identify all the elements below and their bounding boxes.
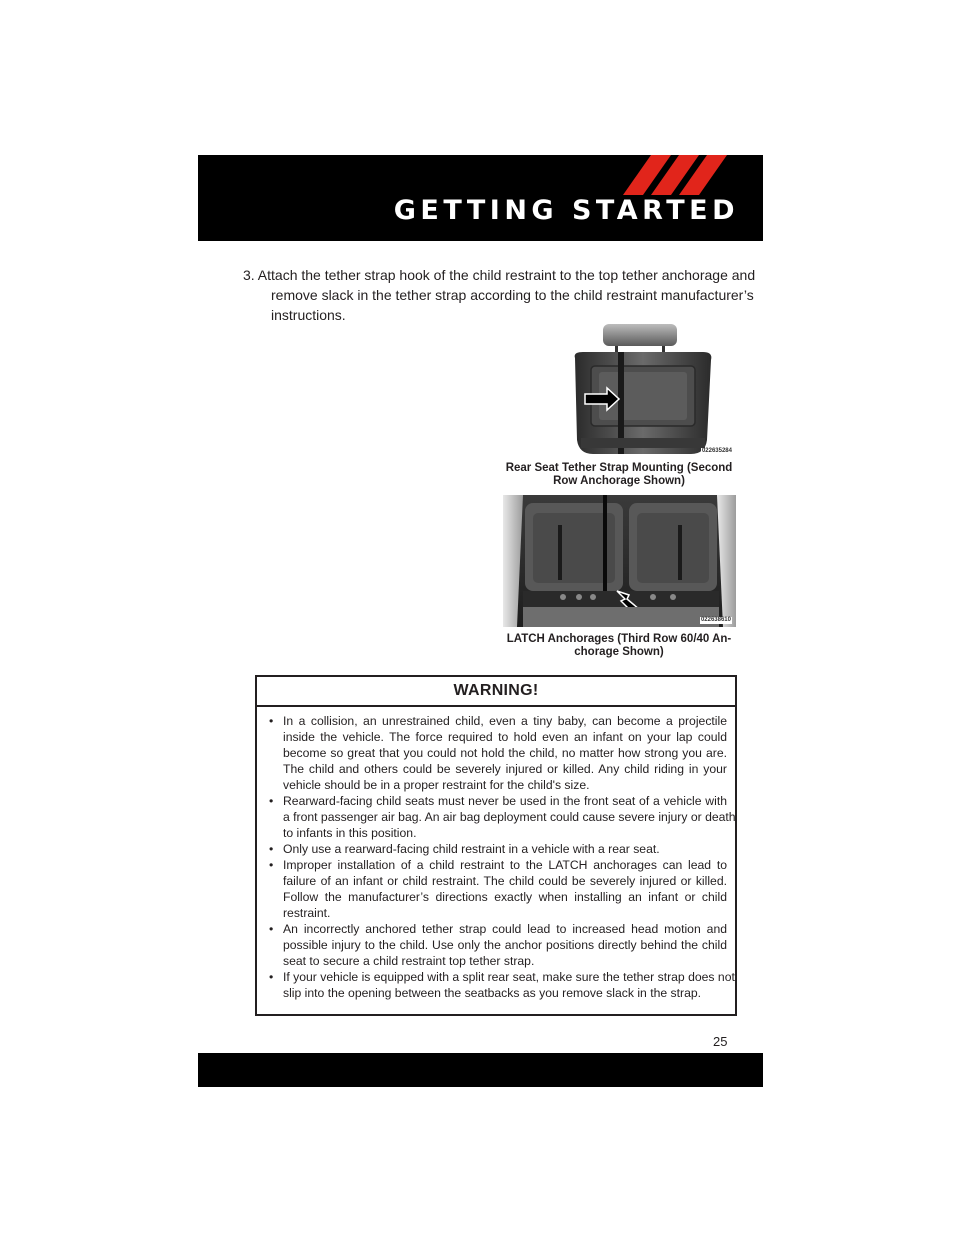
bullet-icon: • <box>269 858 274 872</box>
warning-item <box>267 841 727 857</box>
warning-line: slip into the opening between the seatbacks as you remove slack in the strap. <box>283 986 702 1000</box>
brand-stripes-graphic <box>605 155 735 195</box>
warning-line: become so great that you could not hold the child, no matter how strong you are. <box>283 746 727 760</box>
step-line: remove slack in the tether strap according to the child restraint manufacturer’s <box>271 287 754 303</box>
step-3-instruction <box>243 265 756 325</box>
warning-line: inside the vehicle. The force required to hold even an infant on your lap could <box>283 730 727 744</box>
warning-line: to infants in this position. <box>283 826 417 840</box>
warning-line: In a collision, an unrestrained child, even a tiny baby, can become a projectile <box>283 714 727 728</box>
step-line: instructions. <box>271 307 346 323</box>
warning-line: failure of an infant or child restraint. The child could be severely injured or killed. <box>283 874 727 888</box>
page-number: 25 <box>713 1034 728 1049</box>
warning-item <box>267 713 727 793</box>
warning-item <box>267 793 736 841</box>
footer-band <box>198 1053 763 1087</box>
figure-seat-tether-photo <box>563 322 737 458</box>
bullet-icon: • <box>269 970 274 984</box>
caption-line: Rear Seat Tether Strap Mounting (Second <box>505 462 733 474</box>
warning-line: a front passenger air bag. An air bag deployment could cause severe injury or death <box>283 810 736 824</box>
warning-item <box>267 857 727 921</box>
warning-line: possible injury to the child. Use only the anchor positions directly behind the child <box>283 938 727 952</box>
warning-line: vehicle should be in a proper restraint for the child's size. <box>283 778 590 792</box>
warning-title: WARNING! <box>453 682 539 699</box>
warning-line: If your vehicle is equipped with a split rear seat, make sure the tether strap does not <box>283 970 735 984</box>
bullet-icon: • <box>269 842 274 856</box>
caption-line: Row Anchorage Shown) <box>553 475 685 487</box>
figure-latch-anchorages-photo <box>503 495 736 627</box>
warning-line: Only use a rearward-facing child restraint in a vehicle with a rear seat. <box>283 842 660 856</box>
warning-list <box>267 713 736 1001</box>
bullet-icon: • <box>269 794 274 808</box>
warning-divider <box>257 705 735 707</box>
figure-image-id: 022638610 <box>700 617 731 623</box>
bullet-icon: • <box>269 922 274 936</box>
section-header-band <box>198 155 763 241</box>
warning-item <box>267 969 735 1001</box>
caption-line: LATCH Anchorages (Third Row 60/40 An- <box>506 633 732 645</box>
warning-box <box>255 675 737 1016</box>
bullet-icon: • <box>269 714 274 728</box>
caption-line: chorage Shown) <box>574 646 664 658</box>
warning-line: An incorrectly anchored tether strap could lead to increased head motion and <box>283 922 727 936</box>
figure-caption <box>505 462 733 488</box>
warning-item <box>267 921 727 969</box>
warning-line: seat to secure a child restraint top tether strap. <box>283 954 535 968</box>
warning-line: Follow the manufacturer’s directions exactly when installing an infant or child <box>283 890 727 904</box>
warning-line: The child and others could be severely injured or killed. Any child riding in your <box>283 762 727 776</box>
step-line: 3. Attach the tether strap hook of the child restraint to the top tether anchorage and <box>243 267 756 283</box>
figure-image-id: 022635284 <box>701 448 732 454</box>
warning-line: Rearward-facing child seats must never be used in the front seat of a vehicle with <box>283 794 727 808</box>
warning-line: Improper installation of a child restraint to the LATCH anchorages can lead to <box>283 858 727 872</box>
section-title: GETTING STARTED <box>393 195 739 226</box>
figure-caption <box>505 633 733 659</box>
warning-line: restraint. <box>283 906 331 920</box>
